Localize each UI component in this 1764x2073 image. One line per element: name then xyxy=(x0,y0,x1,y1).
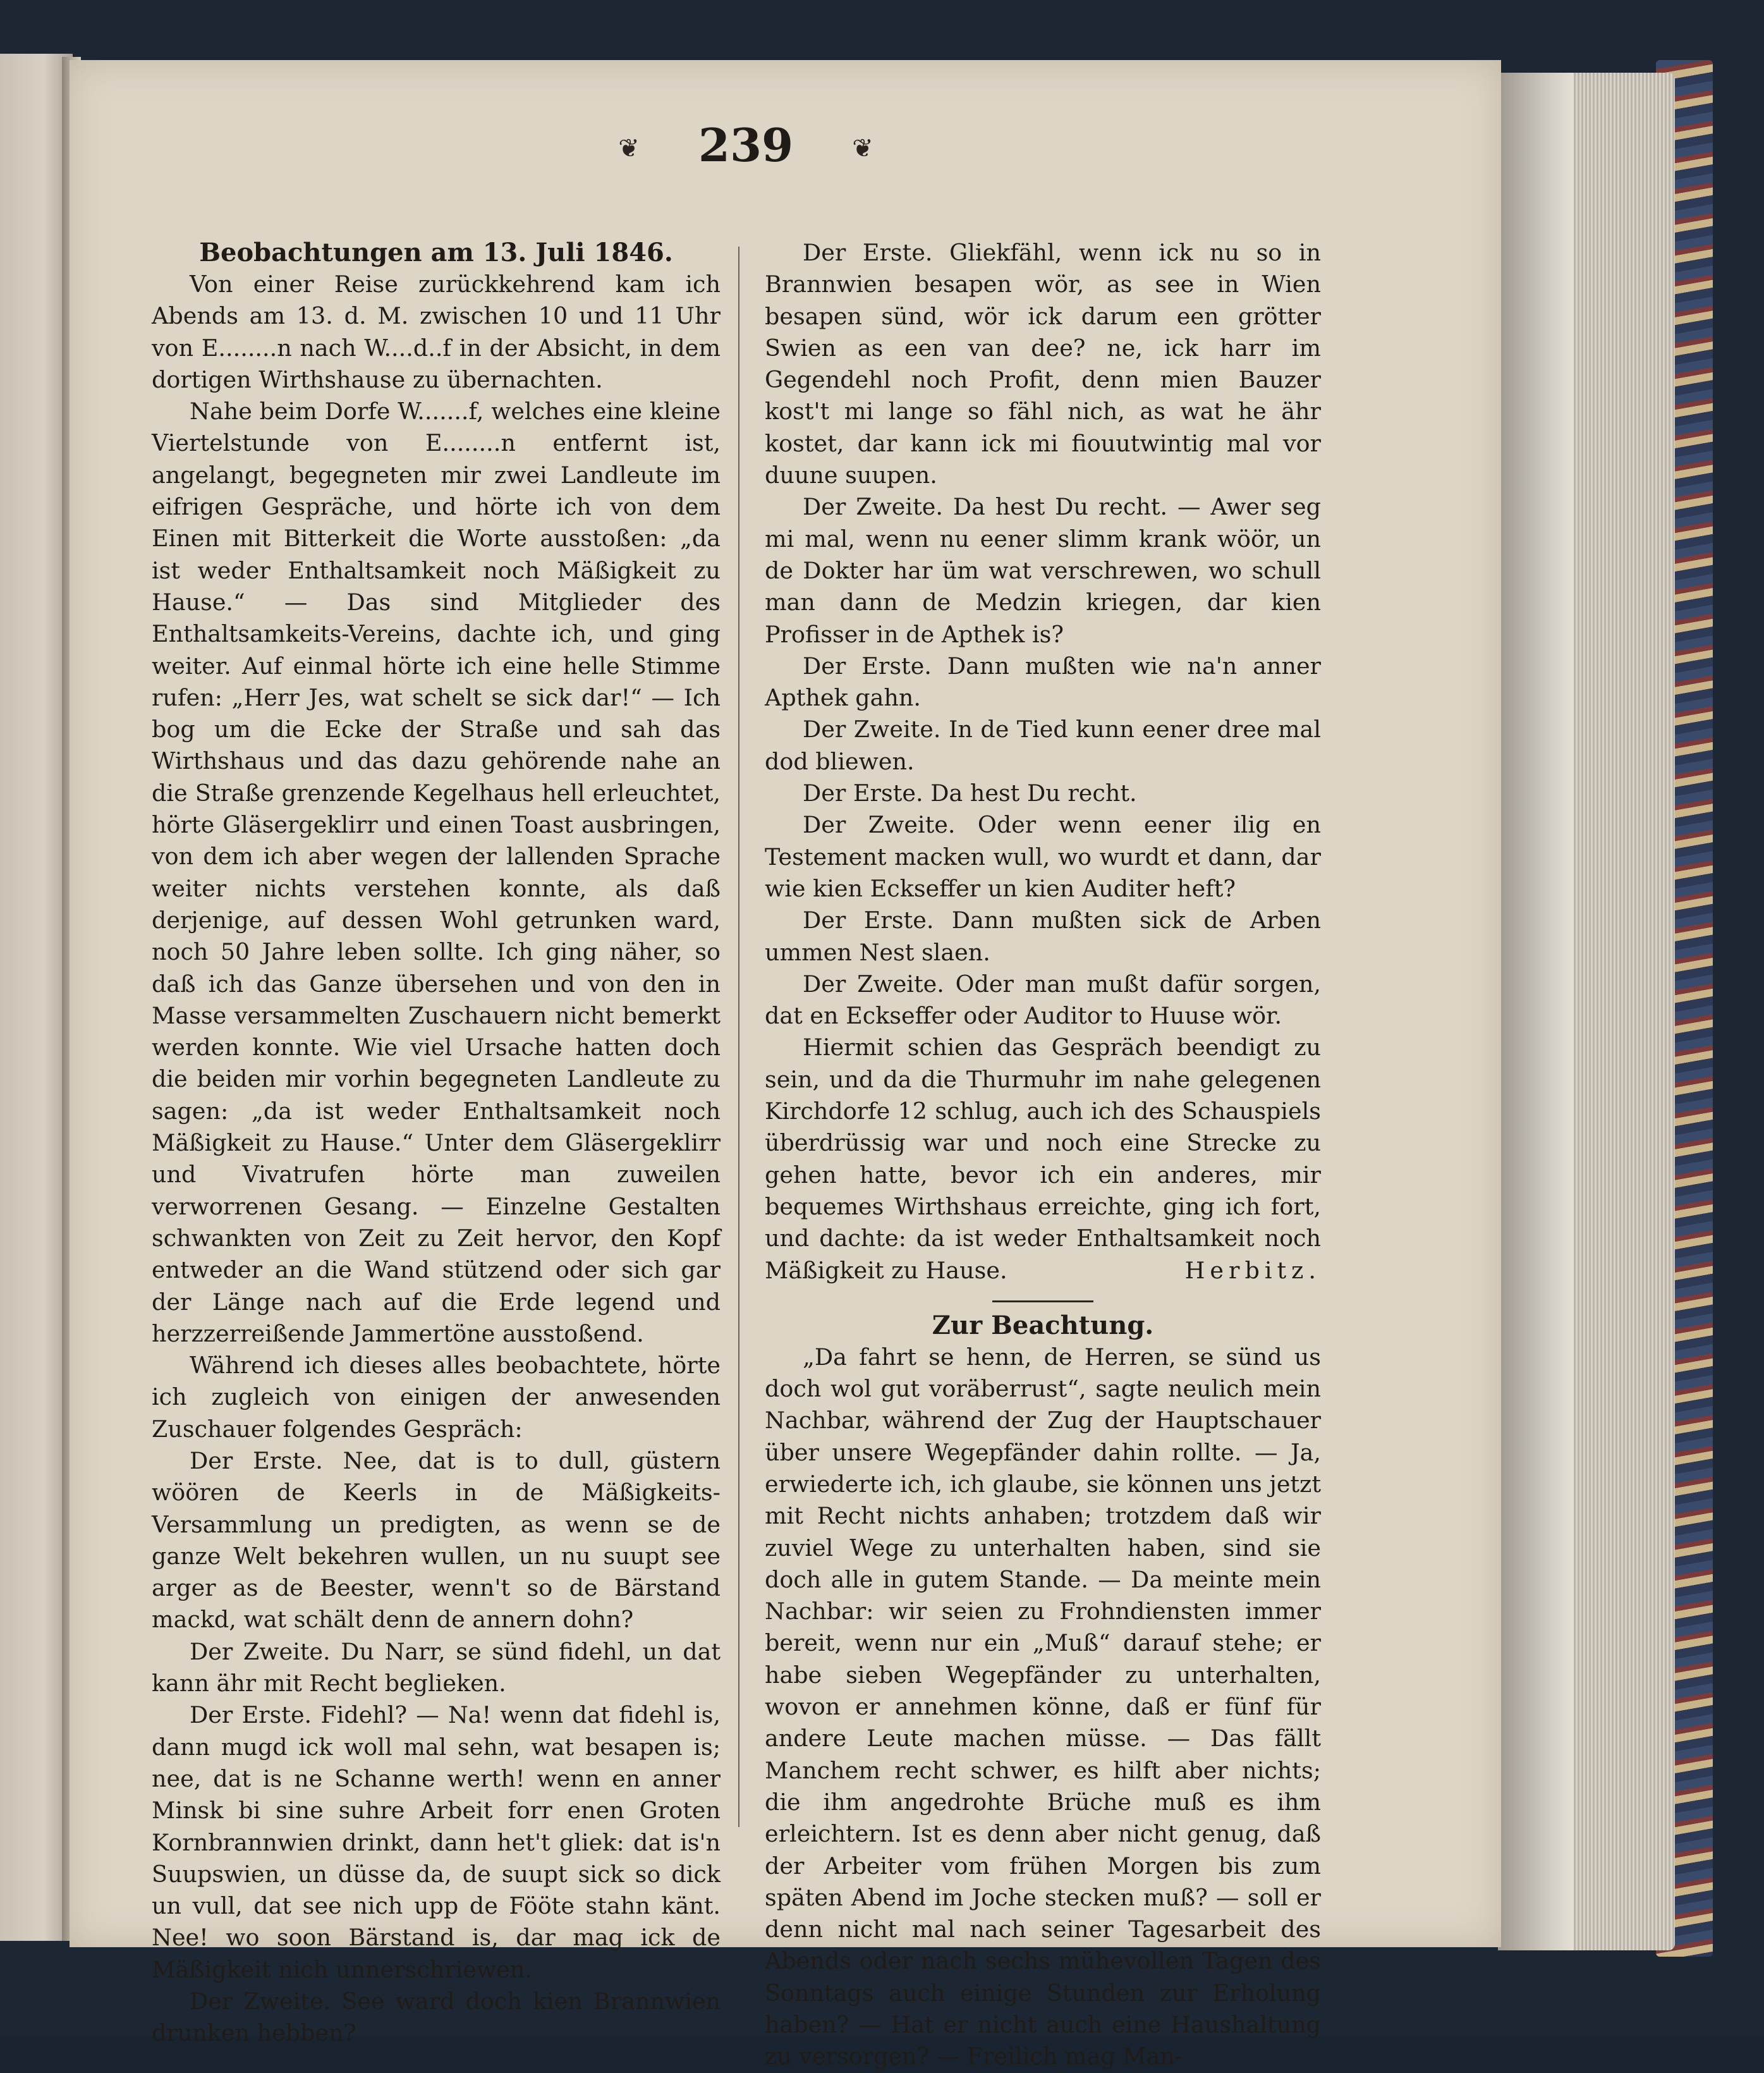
column-divider xyxy=(738,247,739,1827)
dialogue-line: Der Erste. Gliekfähl, wenn ick nu so in Brannwien besapen wör, as see in Wien besapen sünd, wör ick darum een grötter Swien as een van dee? ne, ick harr im Gegendehl noch Profit, denn mien Bauzer kost't mi lange so fähl nich, as wat he ähr kostet, dar kann ick mi fiouutwintig mal vor duune suupen. xyxy=(765,239,1321,489)
paragraph: „Da fahrt se henn, de Herren, se sünd us doch wol gut voräberrust“, sagte neulich mein Nachbar, während der Zug der Hauptschauer über unsere Wegepfänder dahin rollte. — Ja, erwiederte ich, ich glaube, sie können uns jetzt mit Recht nichts anhaben; trotzdem daß wir zuviel Wege zu unterhalten haben, sind sie doch alle in gutem Stande. — Da meinte mein Nachbar: wir seien zu Frohndiensten immer bereit, wenn nur ein „Muß“ darauf stehe; er habe sieben Wegepfänder zu unterhalten, wovon er annehmen könne, daß er fünf für andere Leute machen müsse. — Das fällt Manchem recht schwer, es hilft aber nichts; die ihm angedrohte Brüche muß es ihm erleichtern. Ist es denn aber nicht genug, daß der Arbeiter vom frühen Morgen bis zum späten Abend im Joche stecken muß? — soll er denn nicht mal nach seiner Tagesarbeit des Abends oder nach sechs mühevollen Tagen des Sonntags auch einige Stunden zur Erholung haben? — Hat er nicht auch eine Haushaltung zu versorgen? — Freilich mag Man- xyxy=(765,1343,1321,2070)
dialogue-line: Der Zweite. Oder wenn eener ilig en Testement macken wull, wo wurdt et dann, dar wie kien Eckseffer un kien Auditer heft? xyxy=(765,811,1321,902)
dialogue-line: Der Zweite. Du Narr, se sünd fidehl, un dat kann ähr mit Recht beglieken. xyxy=(152,1637,721,1697)
ornament-right-icon: ❦ xyxy=(852,134,873,163)
ornament-left-icon: ❦ xyxy=(618,134,640,163)
dialogue-line: Der Erste. Dann mußten wie na'n anner Apthek gahn. xyxy=(765,652,1321,712)
paragraph: Während ich dieses alles beobachtete, hörte ich zugleich von einigen der anwesenden Zuschauer folgendes Gespräch: xyxy=(152,1352,721,1443)
dialogue-line: Der Erste. Fidehl? — Na! wenn dat fidehl is, dann mugd ick woll mal sehn, wat besapen is; nee, dat is ne Schanne werth! wenn en anner Minsk bi sine suhre Arbeit forr enen Groten Kornbrannwien drinkt, dann het't gliek: dat is'n Suupswien, un düsse da, de suupt sick so dick un vull, dat see nich upp de Fööte stahn känt. Nee! wo soon Bärstand is, dar mag ick de Mäßigkeit nich unnerschriewen. xyxy=(152,1701,721,1983)
section-rule xyxy=(992,1300,1093,1302)
page-stack-shadow xyxy=(1498,73,1574,1950)
dialogue-line: Der Zweite. In de Tied kunn eener dree mal dod bliewen. xyxy=(765,716,1321,775)
paragraph xyxy=(765,1032,1321,1286)
dialogue-line: Der Erste. Da hest Du recht. xyxy=(803,780,1137,807)
right-column xyxy=(765,237,1321,2073)
signature: Herbitz. xyxy=(1184,1256,1321,1284)
dialogue-line: Der Zweite. See ward doch kien Brannwien drunken hebben? xyxy=(152,1988,721,2047)
dialogue-line: Der Erste. Nee, dat is to dull, güstern wöören de Keerls in de Mäßigkeits-Versammlung un predigten, as wenn se de ganze Welt bekehren wullen, un nu suupt see arger as de Beester, wenn't so de Bärstand mackd, wat schält denn de annern dohn? xyxy=(152,1446,721,1634)
dialogue-line: Der Zweite. Oder man mußt dafür sorgen, dat en Eckseffer oder Auditor to Huuse wör. xyxy=(765,970,1321,1030)
dialogue-line: Der Zweite. Da hest Du recht. — Awer seg mi mal, wenn nu eener slimm krank wöör, un de Dokter har üm wat verschrewen, wo schull man dann de Medzin kriegen, dar kien Profisser in de Apthek is? xyxy=(765,493,1321,648)
paragraph: Von einer Reise zurückkehrend kam ich Abends am 13. d. M. zwischen 10 und 11 Uhr von E........n nach W....d..f in der Absicht, in dem dortigen Wirthshause zu übernachten. xyxy=(152,271,721,393)
left-column xyxy=(152,237,721,2050)
article-title: Beobachtungen am 13. Juli 1846. xyxy=(199,238,673,267)
closing-paragraph: Hiermit schien das Gespräch beendigt zu sein, und da die Thurmuhr im nahe gelegenen Kirchdorfe 12 schlug, auch ich des Schauspiels überdrüssig war und noch eine Strecke zu gehen hatte, bevor ich ein anderes, mir bequemes Wirthshaus erreichte, ging ich fort, und dachte: da ist weder Enthaltsamkeit noch Mäßigkeit zu Hause. xyxy=(765,1034,1321,1284)
page-header xyxy=(594,107,897,190)
page-number: 239 xyxy=(698,118,794,172)
paragraph: Nahe beim Dorfe W.......f, welches eine kleine Viertelstunde von E........n entfernt ist, angelangt, begegneten mir zwei Landleute im eifrigen Gespräche, und hörte ich von dem Einen mit Bitterkeit die Worte ausstoßen: „da ist weder Enthaltsamkeit noch Mäßigkeit zu Hause.“ — Das sind Mitglieder des Enthaltsamkeits-Vereins, dachte ich, und ging weiter. Auf einmal hörte ich eine helle Stimme rufen: „Herr Jes, wat schelt se sick dar!“ — Ich bog um die Ecke der Straße und sah das Wirthshaus und das dazu gehörende nahe an die Straße grenzende Kegelhaus hell erleuchtet, hörte Gläsergeklirr und einen Toast ausbringen, von dem ich aber wegen der lallenden Sprache weiter nichts verstehen konnte, als daß derjenige, auf dessen Wohl getrunken ward, noch 50 Jahre leben sollte. Ich ging näher, so daß ich das Ganze übersehen und von den in Masse versammelten Zuschauern nicht bemerkt werden konnte. Wie viel Ursache hatten doch die beiden mir vorhin begegneten Landleute zu sagen: „da ist weder Enthaltsamkeit noch Mäßigkeit zu Hause.“ Unter dem Gläsergeklirr und Vivatrufen hörte man zuweilen verworrenen Gesang. — Einzelne Gestalten schwankten von Zeit zu Zeit hervor, den Kopf entweder an die Wand stützend oder sich gar der Länge nach auf die Erde legend und herzzerreißende Jammertöne ausstoßend. xyxy=(152,398,721,1347)
section-title: Zur Beachtung. xyxy=(932,1310,1154,1340)
dialogue-line: Der Erste. Dann mußten sick de Arben ummen Nest slaen. xyxy=(765,907,1321,966)
